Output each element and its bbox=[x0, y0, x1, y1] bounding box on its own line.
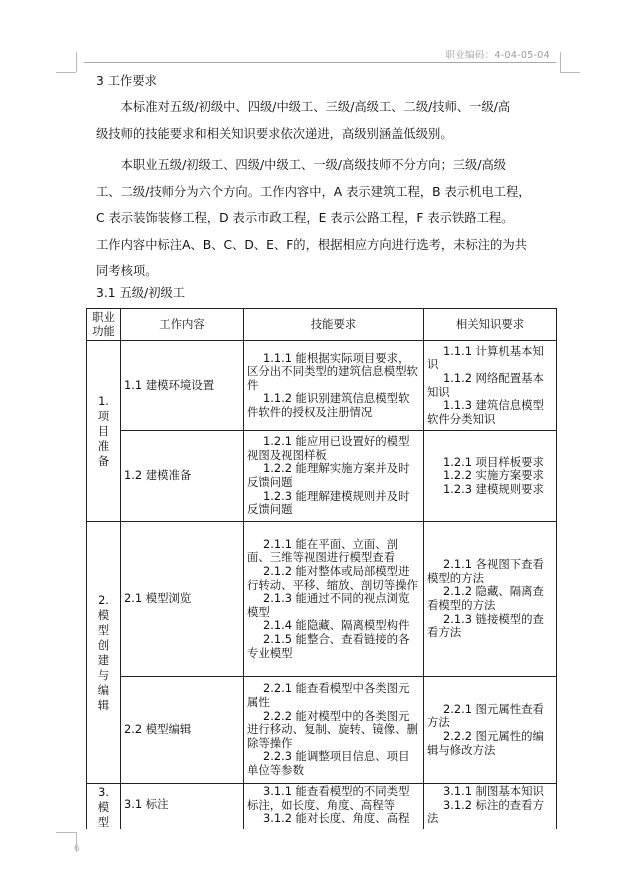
content-cell: 1.1 建模环境设置 bbox=[121, 341, 244, 431]
skill-item: 2.2.3 能调整项目信息、项目单位等参数 bbox=[247, 749, 410, 777]
direction-line-1: 本职业五级/初级工、四级/中级工、一级/高级技师不分方向；三级/高级 bbox=[120, 158, 507, 172]
section-heading: 3 工作要求 bbox=[96, 74, 157, 88]
function-cell-3 bbox=[87, 784, 121, 830]
function-char: 准 bbox=[97, 438, 110, 453]
direction-line-2: 工、二级/技师分为六个方向。工作内容中，A 表示建筑工程，B 表示机电工程， bbox=[96, 184, 531, 199]
knowledge-item: 1.1.1 计算机基本知识 bbox=[427, 343, 544, 372]
function-char: 备 bbox=[97, 453, 110, 468]
function-char: 创 bbox=[97, 637, 110, 652]
function-char: 模 bbox=[97, 607, 110, 622]
header-skill: 技能要求 bbox=[244, 309, 424, 341]
subsection-heading: 3.1 五级/初级工 bbox=[96, 286, 186, 300]
function-char: 型 bbox=[97, 815, 110, 829]
skill-item: 1.1.2 能识别建筑信息模型软件软件的授权及注册情况 bbox=[247, 391, 410, 419]
intro-line-2: 级技师的技能要求和相关知识要求依次递进，高级别涵盖低级别。 bbox=[96, 126, 453, 141]
skill-cell bbox=[244, 431, 424, 522]
function-char: 模 bbox=[97, 800, 110, 814]
function-char: 2. bbox=[98, 592, 109, 607]
header-content: 工作内容 bbox=[121, 309, 244, 341]
skill-cell bbox=[244, 522, 424, 677]
function-cell-1 bbox=[87, 341, 121, 522]
header-knowledge: 相关知识要求 bbox=[424, 309, 557, 341]
page-number: 6 bbox=[74, 844, 80, 854]
skill-item: 2.1.5 能整合、查看链接的各专业模型 bbox=[247, 631, 410, 660]
function-char: 型 bbox=[97, 622, 110, 637]
function-char: 与 bbox=[97, 667, 110, 682]
requirements-table bbox=[86, 308, 557, 829]
knowledge-item: 1.1.2 网络配置基本知识 bbox=[427, 370, 544, 399]
skill-item: 1.2.1 能应用已设置好的模型视图及视图样板 bbox=[247, 434, 410, 462]
table-row bbox=[87, 522, 557, 677]
header-function bbox=[87, 309, 121, 341]
skill-item: 2.1.4 能隐藏、隔离模型构件 bbox=[262, 618, 410, 633]
skill-item: 3.1.1 能查看模型的不同类型标注，如长度、角度、高程等 bbox=[247, 784, 410, 812]
knowledge-item: 2.2.2 图元属性的编辑与修改方法 bbox=[427, 729, 544, 757]
knowledge-item: 3.1.1 制图基本知识 bbox=[442, 784, 544, 798]
content-cell: 2.2 模型编辑 bbox=[121, 677, 244, 784]
skill-item: 2.2.2 能对模型中的各类图元进行移动、复制、旋转、镜像、删除等操作 bbox=[247, 708, 418, 750]
content-cell: 2.1 模型浏览 bbox=[121, 522, 244, 677]
content-cell: 1.2 建模准备 bbox=[121, 431, 244, 522]
function-char: 编 bbox=[97, 682, 110, 697]
skill-cell bbox=[244, 341, 424, 431]
table-row bbox=[87, 677, 557, 784]
knowledge-item: 1.2.3 建模规则要求 bbox=[442, 481, 544, 496]
skill-item: 2.1.3 能通过不同的视点浏览模型 bbox=[247, 591, 410, 619]
function-char: 辑 bbox=[97, 697, 110, 712]
knowledge-item: 2.1.3 链接模型的查看方法 bbox=[427, 611, 544, 640]
skill-item: 2.1.1 能在平面、立面、剖面、三维等视图进行模型查看 bbox=[247, 536, 399, 565]
occupation-code: 职业编码：4-04-05-04 bbox=[445, 50, 550, 61]
table-row bbox=[87, 431, 557, 522]
knowledge-cell bbox=[424, 784, 557, 830]
knowledge-item: 3.1.2 标注的查看方法 bbox=[427, 797, 544, 826]
skill-item: 1.2.2 能理解实施方案并及时反馈问题 bbox=[247, 461, 410, 489]
direction-line-4: 工作内容中标注A、B、C、D、E、F的，根据相应方向进行选考，未标注的为共 bbox=[96, 237, 527, 252]
skill-item: 2.2.1 能查看模型中各类图元属性 bbox=[247, 681, 410, 710]
table-header-row bbox=[87, 309, 557, 341]
knowledge-item: 2.1.2 隐藏、隔离查看模型的方法 bbox=[427, 584, 544, 612]
knowledge-cell bbox=[424, 431, 557, 522]
skill-cell bbox=[244, 784, 424, 830]
knowledge-item: 1.1.3 建筑信息模型软件分类知识 bbox=[427, 398, 544, 426]
function-char: 建 bbox=[97, 652, 110, 667]
content-cell: 3.1 标注 bbox=[121, 784, 244, 830]
function-char: 项 bbox=[97, 408, 110, 423]
knowledge-item: 1.2.1 项目样板要求 bbox=[442, 454, 544, 469]
function-char: 1. bbox=[98, 393, 109, 408]
header-function-line-2: 功能 bbox=[92, 323, 115, 338]
header-function-line-1: 职业 bbox=[92, 309, 115, 324]
function-char: 目 bbox=[97, 423, 110, 438]
knowledge-cell bbox=[424, 341, 557, 431]
skill-item: 3.1.2 能对长度、角度、高程 bbox=[262, 811, 410, 826]
function-cell-2 bbox=[87, 522, 121, 784]
skill-cell bbox=[244, 677, 424, 784]
direction-line-3: C 表示装饰装修工程，D 表示市政工程，E 表示公路工程，F 表示铁路工程。 bbox=[96, 211, 514, 225]
skill-item: 1.1.1 能根据实际项目要求，区分出不同类型的建筑信息模型软件 bbox=[247, 350, 418, 392]
function-char: 3. bbox=[98, 785, 109, 799]
direction-line-5: 同考核项。 bbox=[96, 264, 158, 278]
table-row bbox=[87, 784, 557, 830]
knowledge-cell bbox=[424, 677, 557, 784]
skill-item: 1.2.3 能理解建模规则并及时反馈问题 bbox=[247, 488, 410, 517]
intro-line-1: 本标准对五级/初级中、四级/中级工、三级/高级工、二级/技师、一级/高 bbox=[120, 100, 511, 114]
knowledge-cell bbox=[424, 522, 557, 677]
table-row bbox=[87, 341, 557, 431]
knowledge-item: 2.2.1 图元属性查看方法 bbox=[427, 701, 544, 730]
knowledge-item: 1.2.2 实施方案要求 bbox=[442, 468, 544, 483]
skill-item: 2.1.2 能对整体或局部模型进行转动、平移、缩放、剖切等操作 bbox=[247, 564, 418, 592]
knowledge-item: 2.1.1 各视图下查看模型的方法 bbox=[427, 557, 544, 585]
